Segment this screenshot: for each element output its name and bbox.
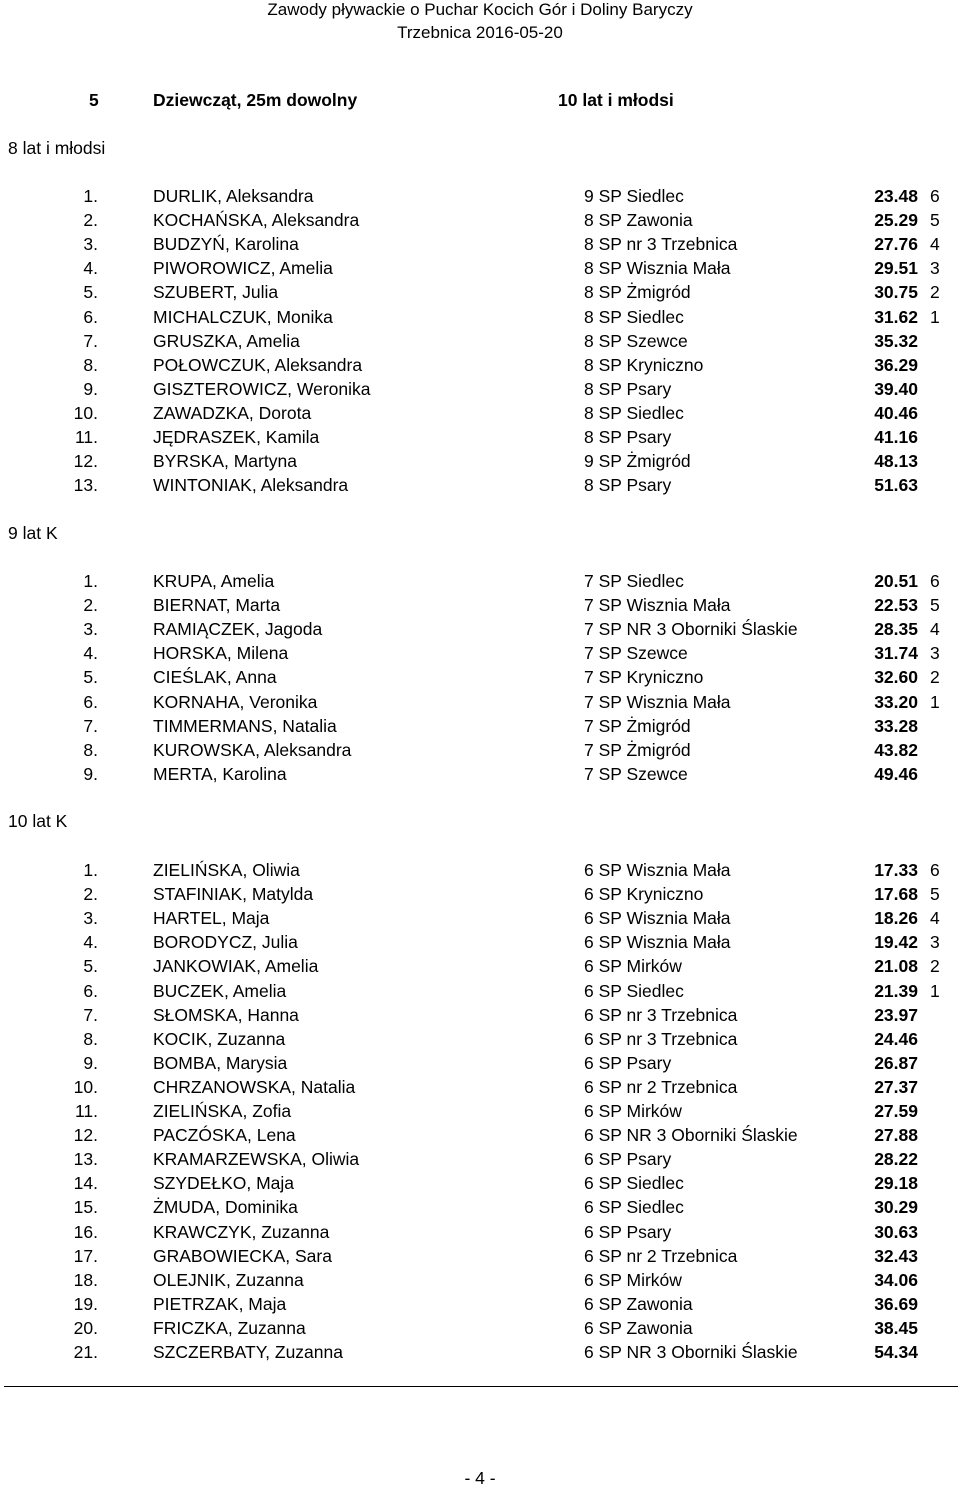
result-time: 19.42 — [874, 932, 918, 953]
result-row — [0, 379, 960, 401]
category-label: 10 lat K — [8, 811, 68, 831]
result-points: 3 — [930, 932, 940, 953]
result-row — [0, 764, 960, 786]
result-time: 54.34 — [874, 1342, 918, 1362]
result-time: 34.06 — [874, 1269, 918, 1290]
category-label: 8 lat i młodsi — [8, 138, 106, 158]
swimmer-name: PACZÓSKA, Lena — [153, 1125, 296, 1146]
result-time: 33.28 — [874, 715, 918, 736]
result-place: 16. — [73, 1221, 98, 1242]
swimmer-name: SZCZERBATY, Zuzanna — [153, 1342, 343, 1362]
result-points: 2 — [930, 282, 940, 303]
result-time: 27.88 — [874, 1125, 918, 1146]
result-place: 15. — [73, 1197, 98, 1218]
footer-divider — [4, 1386, 958, 1387]
club-name: 6 SP nr 2 Trzebnica — [584, 1245, 738, 1266]
result-time: 35.32 — [874, 330, 918, 351]
result-row — [0, 884, 960, 906]
result-place: 7. — [83, 715, 98, 736]
swimmer-name: BIERNAT, Marta — [153, 595, 281, 616]
swimmer-name: GISZTEROWICZ, Weronika — [153, 378, 371, 399]
club-name: 6 SP nr 3 Trzebnica — [584, 1004, 738, 1025]
swimmer-name: MERTA, Karolina — [153, 763, 287, 784]
club-name: 6 SP Kryniczno — [584, 884, 704, 905]
result-time: 21.08 — [874, 956, 918, 977]
result-time: 29.18 — [874, 1173, 918, 1194]
club-name: 7 SP Szewce — [584, 643, 688, 664]
club-name: 6 SP Wisznia Mała — [584, 860, 731, 880]
result-row — [0, 1270, 960, 1292]
club-name: 7 SP Siedlec — [584, 571, 684, 591]
club-name: 8 SP Psary — [584, 427, 672, 447]
result-time: 20.51 — [874, 571, 918, 591]
result-time: 49.46 — [874, 763, 918, 784]
swimmer-name: ZIELIŃSKA, Oliwia — [153, 860, 300, 880]
result-time: 41.16 — [874, 427, 918, 447]
result-points: 5 — [930, 595, 940, 616]
swimmer-name: BORODYCZ, Julia — [153, 932, 298, 953]
result-row — [0, 595, 960, 617]
result-row — [0, 716, 960, 738]
event-heading — [0, 90, 960, 112]
club-name: 6 SP Psary — [584, 1149, 672, 1170]
result-row — [0, 1173, 960, 1195]
result-place: 1. — [83, 860, 98, 880]
result-place: 8. — [83, 739, 98, 760]
result-row — [0, 355, 960, 377]
club-name: 6 SP Mirków — [584, 956, 682, 977]
result-place: 10. — [73, 1076, 98, 1097]
result-time: 27.59 — [874, 1101, 918, 1121]
page-number: - 4 - — [464, 1468, 496, 1488]
result-place: 9. — [83, 763, 98, 784]
result-points: 6 — [930, 186, 940, 206]
result-place: 4. — [83, 932, 98, 953]
result-time: 18.26 — [874, 908, 918, 929]
club-name: 8 SP Siedlec — [584, 402, 684, 423]
club-name: 7 SP NR 3 Oborniki Ślaskie — [584, 619, 798, 640]
result-row — [0, 282, 960, 304]
result-time: 30.29 — [874, 1197, 918, 1218]
swimmer-name: HORSKA, Milena — [153, 643, 289, 664]
swimmer-name: PIWOROWICZ, Amelia — [153, 258, 333, 279]
result-place: 11. — [74, 427, 98, 447]
result-row — [0, 331, 960, 353]
result-points: 4 — [930, 619, 940, 640]
result-row — [0, 643, 960, 665]
result-time: 21.39 — [874, 980, 918, 1001]
swimmer-name: ZAWADZKA, Dorota — [153, 402, 312, 423]
document-subtitle: Trzebnica 2016-05-20 — [397, 23, 563, 42]
result-points: 6 — [930, 571, 940, 591]
event-age-group: 10 lat i młodsi — [558, 90, 674, 110]
swimmer-name: JANKOWIAK, Amelia — [153, 956, 319, 977]
result-points: 3 — [930, 643, 940, 664]
result-time: 26.87 — [874, 1052, 918, 1073]
result-row — [0, 932, 960, 954]
result-place: 13. — [73, 475, 98, 496]
result-place: 6. — [83, 980, 98, 1001]
swimmer-name: KRAMARZEWSKA, Oliwia — [153, 1149, 360, 1170]
swimmer-name: BYRSKA, Martyna — [153, 451, 297, 472]
document-title: Zawody pływackie o Puchar Kocich Gór i Doliny Baryczy — [267, 0, 693, 19]
result-time: 27.37 — [874, 1076, 918, 1097]
club-name: 8 SP Szewce — [584, 330, 688, 351]
club-name: 7 SP Kryniczno — [584, 667, 704, 688]
result-row — [0, 427, 960, 449]
club-name: 8 SP Kryniczno — [584, 354, 704, 375]
result-time: 28.22 — [874, 1149, 918, 1170]
result-row — [0, 1222, 960, 1244]
result-row — [0, 908, 960, 930]
swimmer-name: ŻMUDA, Dominika — [153, 1197, 298, 1218]
result-place: 8. — [83, 1028, 98, 1049]
result-row — [0, 1246, 960, 1268]
result-place: 17. — [73, 1245, 98, 1266]
club-name: 6 SP Mirków — [584, 1101, 682, 1121]
swimmer-name: POŁOWCZUK, Aleksandra — [153, 354, 363, 375]
result-row — [0, 1197, 960, 1219]
result-points: 3 — [930, 258, 940, 279]
result-time: 17.33 — [874, 860, 918, 880]
event-number: 5 — [89, 90, 99, 110]
club-name: 7 SP Wisznia Mała — [584, 595, 731, 616]
swimmer-name: HARTEL, Maja — [153, 908, 270, 929]
result-time: 32.60 — [874, 667, 918, 688]
club-name: 6 SP Siedlec — [584, 1197, 684, 1218]
result-points: 1 — [930, 980, 940, 1001]
result-place: 7. — [83, 330, 98, 351]
swimmer-name: GRUSZKA, Amelia — [153, 330, 300, 351]
result-place: 5. — [83, 667, 98, 688]
club-name: 6 SP Psary — [584, 1052, 672, 1073]
swimmer-name: JĘDRASZEK, Kamila — [153, 427, 320, 447]
result-place: 20. — [73, 1317, 98, 1338]
result-points: 5 — [930, 884, 940, 905]
result-place: 2. — [83, 595, 98, 616]
club-name: 6 SP nr 2 Trzebnica — [584, 1076, 738, 1097]
result-row — [0, 1125, 960, 1147]
result-row — [0, 667, 960, 689]
result-time: 24.46 — [874, 1028, 918, 1049]
swimmer-name: MICHALCZUK, Monika — [153, 306, 333, 327]
swimmer-name: KRUPA, Amelia — [153, 571, 275, 591]
result-place: 7. — [83, 1004, 98, 1025]
club-name: 6 SP Siedlec — [584, 980, 684, 1001]
swimmer-name: GRABOWIECKA, Sara — [153, 1245, 332, 1266]
swimmer-name: CHRZANOWSKA, Natalia — [153, 1076, 356, 1097]
result-time: 23.48 — [874, 186, 918, 206]
result-time: 43.82 — [874, 739, 918, 760]
result-time: 22.53 — [874, 595, 918, 616]
swimmer-name: BUCZEK, Amelia — [153, 980, 287, 1001]
club-name: 6 SP Wisznia Mała — [584, 932, 731, 953]
swimmer-name: KOCHAŃSKA, Aleksandra — [153, 210, 360, 231]
result-row — [0, 475, 960, 497]
result-time: 17.68 — [874, 884, 918, 905]
club-name: 6 SP Zawonia — [584, 1317, 693, 1338]
result-place: 5. — [83, 282, 98, 303]
club-name: 6 SP Zawonia — [584, 1293, 693, 1314]
result-place: 3. — [83, 908, 98, 929]
swimmer-name: KORNAHA, Veronika — [153, 691, 318, 712]
result-row — [0, 619, 960, 641]
result-row — [0, 234, 960, 256]
result-time: 51.63 — [874, 475, 918, 496]
club-name: 6 SP NR 3 Oborniki Ślaskie — [584, 1342, 798, 1362]
category-label: 9 lat K — [8, 523, 58, 543]
swimmer-name: KUROWSKA, Aleksandra — [153, 739, 352, 760]
swimmer-name: WINTONIAK, Aleksandra — [153, 475, 349, 496]
result-time: 32.43 — [874, 1245, 918, 1266]
result-place: 3. — [83, 619, 98, 640]
swimmer-name: KRAWCZYK, Zuzanna — [153, 1221, 330, 1242]
club-name: 8 SP Psary — [584, 378, 672, 399]
club-name: 7 SP Szewce — [584, 763, 688, 784]
result-row — [0, 571, 960, 593]
swimmer-name: KOCIK, Zuzanna — [153, 1028, 286, 1049]
result-place: 1. — [83, 186, 98, 206]
result-place: 8. — [83, 354, 98, 375]
result-time: 38.45 — [874, 1317, 918, 1338]
result-row — [0, 1149, 960, 1171]
result-time: 23.97 — [874, 1004, 918, 1025]
result-points: 2 — [930, 956, 940, 977]
swimmer-name: CIEŚLAK, Anna — [153, 667, 277, 688]
result-place: 2. — [83, 210, 98, 231]
result-place: 5. — [83, 956, 98, 977]
swimmer-name: DURLIK, Aleksandra — [153, 186, 314, 206]
club-name: 9 SP Siedlec — [584, 186, 684, 206]
result-place: 9. — [83, 378, 98, 399]
club-name: 6 SP nr 3 Trzebnica — [584, 1028, 738, 1049]
result-row — [0, 692, 960, 714]
result-time: 27.76 — [874, 234, 918, 255]
result-row — [0, 981, 960, 1003]
result-time: 36.29 — [874, 354, 918, 375]
club-name: 8 SP Wisznia Mała — [584, 258, 731, 279]
swimmer-name: STAFINIAK, Matylda — [153, 884, 314, 905]
club-name: 8 SP Siedlec — [584, 306, 684, 327]
result-place: 19. — [73, 1293, 98, 1314]
event-name: Dziewcząt, 25m dowolny — [153, 90, 358, 110]
result-place: 2. — [83, 884, 98, 905]
result-time: 28.35 — [874, 619, 918, 640]
result-place: 18. — [73, 1269, 98, 1290]
result-place: 12. — [73, 1125, 98, 1146]
club-name: 9 SP Żmigród — [584, 451, 691, 472]
club-name: 8 SP nr 3 Trzebnica — [584, 234, 738, 255]
club-name: 8 SP Psary — [584, 475, 672, 496]
result-place: 6. — [83, 306, 98, 327]
result-row — [0, 1101, 960, 1123]
swimmer-name: SZYDEŁKO, Maja — [153, 1173, 295, 1194]
result-time: 39.40 — [874, 378, 918, 399]
result-place: 10. — [73, 402, 98, 423]
result-time: 31.74 — [874, 643, 918, 664]
club-name: 7 SP Żmigród — [584, 715, 691, 736]
club-name: 8 SP Żmigród — [584, 282, 691, 303]
result-place: 4. — [83, 258, 98, 279]
result-place: 12. — [73, 451, 98, 472]
result-time: 36.69 — [874, 1293, 918, 1314]
result-points: 4 — [930, 234, 940, 255]
result-row — [0, 403, 960, 425]
result-time: 48.13 — [874, 451, 918, 472]
result-time: 40.46 — [874, 402, 918, 423]
result-points: 6 — [930, 860, 940, 880]
result-place: 9. — [83, 1052, 98, 1073]
club-name: 6 SP NR 3 Oborniki Ślaskie — [584, 1125, 798, 1146]
result-place: 14. — [73, 1173, 98, 1194]
result-place: 3. — [83, 234, 98, 255]
swimmer-name: SŁOMSKA, Hanna — [153, 1004, 299, 1025]
result-row — [0, 956, 960, 978]
result-place: 21. — [73, 1342, 98, 1362]
result-place: 4. — [83, 643, 98, 664]
result-place: 1. — [83, 571, 98, 591]
result-row — [0, 1005, 960, 1027]
result-time: 29.51 — [874, 258, 918, 279]
result-row — [0, 1318, 960, 1340]
swimmer-name: RAMIĄCZEK, Jagoda — [153, 619, 323, 640]
result-points: 1 — [930, 306, 940, 327]
swimmer-name: SZUBERT, Julia — [153, 282, 279, 303]
result-points: 5 — [930, 210, 940, 231]
swimmer-name: BUDZYŃ, Karolina — [153, 234, 299, 255]
result-row — [0, 1053, 960, 1075]
result-row — [0, 860, 960, 882]
result-row — [0, 307, 960, 329]
result-time: 30.75 — [874, 282, 918, 303]
club-name: 6 SP Psary — [584, 1221, 672, 1242]
result-points: 4 — [930, 908, 940, 929]
swimmer-name: FRICZKA, Zuzanna — [153, 1317, 306, 1338]
swimmer-name: PIETRZAK, Maja — [153, 1293, 287, 1314]
result-row — [0, 186, 960, 208]
club-name: 7 SP Wisznia Mała — [584, 691, 731, 712]
result-row — [0, 1077, 960, 1099]
club-name: 8 SP Zawonia — [584, 210, 693, 231]
swimmer-name: BOMBA, Marysia — [153, 1052, 288, 1073]
result-time: 31.62 — [874, 306, 918, 327]
result-place: 11. — [74, 1101, 98, 1121]
result-row — [0, 210, 960, 232]
club-name: 6 SP Wisznia Mała — [584, 908, 731, 929]
result-points: 2 — [930, 667, 940, 688]
result-row — [0, 1029, 960, 1051]
club-name: 6 SP Siedlec — [584, 1173, 684, 1194]
result-time: 30.63 — [874, 1221, 918, 1242]
result-place: 13. — [73, 1149, 98, 1170]
result-row — [0, 740, 960, 762]
result-row — [0, 1294, 960, 1316]
result-row — [0, 451, 960, 473]
result-row — [0, 1342, 960, 1364]
club-name: 6 SP Mirków — [584, 1269, 682, 1290]
result-time: 25.29 — [874, 210, 918, 231]
result-points: 1 — [930, 691, 940, 712]
result-place: 6. — [83, 691, 98, 712]
swimmer-name: ZIELIŃSKA, Zofia — [153, 1101, 292, 1121]
swimmer-name: OLEJNIK, Zuzanna — [153, 1269, 304, 1290]
result-time: 33.20 — [874, 691, 918, 712]
club-name: 7 SP Żmigród — [584, 739, 691, 760]
swimmer-name: TIMMERMANS, Natalia — [153, 715, 337, 736]
result-row — [0, 258, 960, 280]
